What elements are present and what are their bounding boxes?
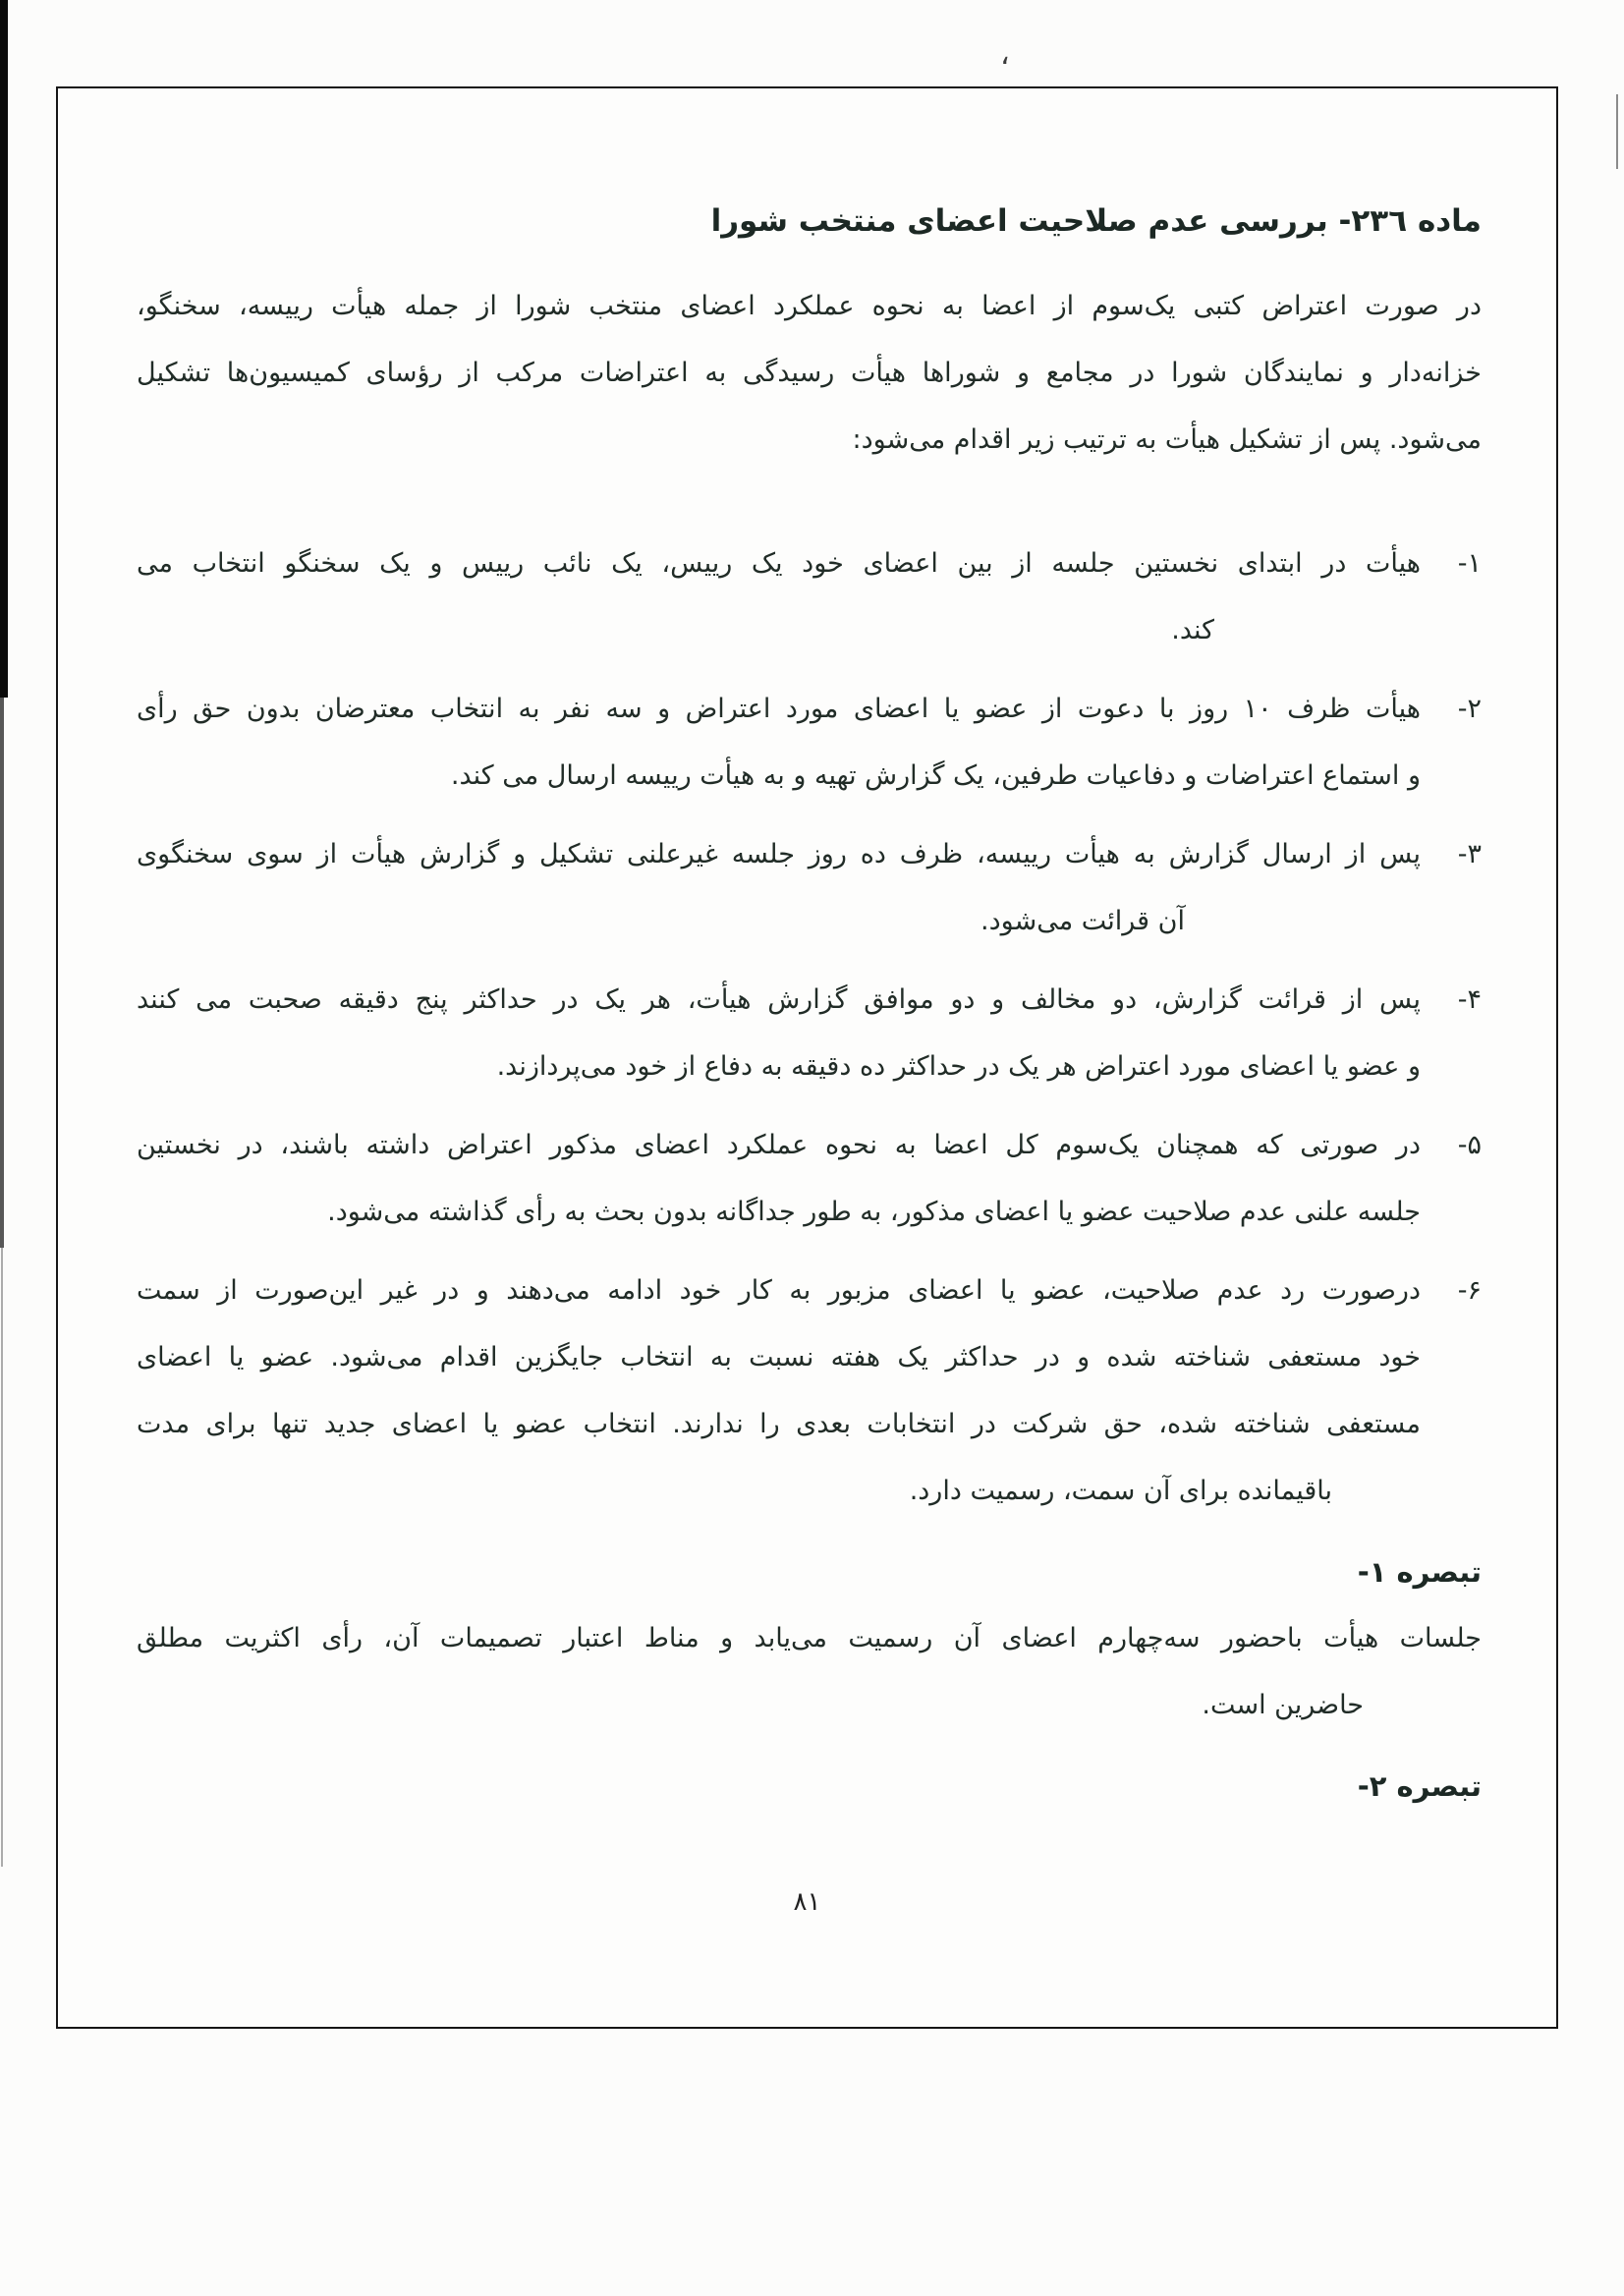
article-item-2 <box>137 676 1482 810</box>
item-number-3: ۳- <box>1457 839 1482 869</box>
item-2-line-2: و استماع اعتراضات و دفاعیات طرفین، یک گزارش تهیه و به هیأت رییسه ارسال می کند. <box>450 760 1421 791</box>
item-4-line-1: پس از قرائت گزارش، دو مخالف و دو موافق گزارش هیأت، هر یک در حداکثر پنج دقیقه صحبت می کنند <box>137 984 1421 1015</box>
intro-line-3: می‌شود. پس از تشکیل هیأت به ترتیب زیر اقدام می‌شود: <box>852 424 1482 455</box>
item-5-line-2: جلسه علنی عدم صلاحیت عضو یا اعضای مذکور، به طور جداگانه بدون بحث به رأی گذاشته می‌شود. <box>327 1197 1421 1227</box>
item-number-4: ۴- <box>1457 984 1482 1015</box>
item-6-line-2: خود مستعفی شناخته شده و در حداکثر یک هفته نسبت به انتخاب جایگزین اقدام می‌شود. عضو یا اعضای <box>137 1342 1421 1372</box>
article-item-1 <box>137 531 1482 664</box>
page-number: ۸۱ <box>793 1887 821 1917</box>
item-6-line-3: مستعفی شناخته شده، حق شرکت در انتخابات بعدی را ندارند. انتخاب عضو یا اعضای جدید تنها برای مدت <box>137 1409 1421 1439</box>
item-content-1 <box>137 531 1421 664</box>
item-3-line-2: آن قرائت می‌شود. <box>980 906 1185 936</box>
article-item-3 <box>137 821 1482 955</box>
item-3-line-1: پس از ارسال گزارش به هیأت رییسه، ظرف ده روز جلسه غیرعلنی تشکیل و گزارش هیأت از سوی سخنگوی <box>137 839 1421 869</box>
item-number-2: ۲- <box>1457 694 1482 724</box>
article-item-6 <box>137 1258 1482 1525</box>
item-2-line-1: هیأت ظرف ۱۰ روز با دعوت از عضو یا اعضای مورد اعتراض و سه نفر به انتخاب معترضان بدون حق رأی <box>137 694 1422 724</box>
intro-line-2: خزانه‌دار و نمایندگان شورا در مجامع و شوراها هیأت رسیدگی به اعتراضات مرکب از رؤسای کمیسیون‌ها تشکیل <box>137 358 1482 388</box>
article-item-4 <box>137 967 1482 1100</box>
article-title: ماده ٢٣٦- بررسی عدم صلاحیت اعضای منتخب شورا <box>710 203 1482 239</box>
item-content-3 <box>137 821 1421 955</box>
item-number-5: ۵- <box>1457 1130 1482 1160</box>
item-5-line-1: در صورتی که همچنان یک‌سوم کل اعضا به نحوه عملکرد اعضای مذکور اعتراض داشته باشند، در نخستین <box>137 1130 1421 1160</box>
item-6-line-4: باقیمانده برای آن سمت، رسمیت دارد. <box>909 1476 1332 1506</box>
note-1-line-2: حاضرین است. <box>1202 1690 1364 1720</box>
stray-comma-mark: ، <box>1000 37 1010 72</box>
scan-right-edge-tick <box>1616 94 1618 169</box>
item-1-line-1: هیأت در ابتدای نخستین جلسه از بین اعضای خود یک رییس، یک نائب رییس و یک سخنگو انتخاب می <box>137 548 1421 579</box>
article-numbered-items <box>137 531 1482 1525</box>
item-1-line-2: کند. <box>1171 615 1214 645</box>
item-6-line-1: درصورت رد عدم صلاحیت، عضو یا اعضای مزبور به کار خود ادامه می‌دهند و در غیر این‌صورت از سمت <box>137 1275 1421 1306</box>
item-content-5 <box>137 1112 1421 1246</box>
page-border-frame <box>56 86 1558 2029</box>
item-number-6: ۶- <box>1457 1275 1482 1306</box>
intro-line-1: در صورت اعتراض کتبی یک‌سوم از اعضا به نحوه عملکرد اعضای منتخب شورا از جمله هیأت رییسه، سخنگو، <box>137 291 1482 321</box>
note-heading-1: تبصره ۱- <box>1357 1555 1482 1589</box>
note-heading-2: تبصره ۲- <box>1357 1769 1482 1803</box>
item-content-6 <box>137 1258 1421 1525</box>
scan-left-edge-artifact <box>0 0 8 698</box>
item-number-1: ۱- <box>1457 548 1482 579</box>
article-intro-paragraph <box>137 273 1482 474</box>
scan-left-edge-artifact-faded <box>0 698 4 1248</box>
item-content-2 <box>137 676 1421 810</box>
scan-left-edge-artifact-faint <box>1 1248 3 1867</box>
item-content-4 <box>137 967 1421 1100</box>
article-item-5 <box>137 1112 1482 1246</box>
note-1-line-1: جلسات هیأت باحضور سه‌چهارم اعضای آن رسمیت می‌یابد و مناط اعتبار تصمیمات آن، رأی اکثریت مطلق <box>137 1623 1482 1653</box>
article-notes <box>137 1539 1482 1820</box>
item-4-line-2: و عضو یا اعضای مورد اعتراض هر یک در حداکثر ده دقیقه به دفاع از خود می‌پردازند. <box>496 1051 1421 1082</box>
